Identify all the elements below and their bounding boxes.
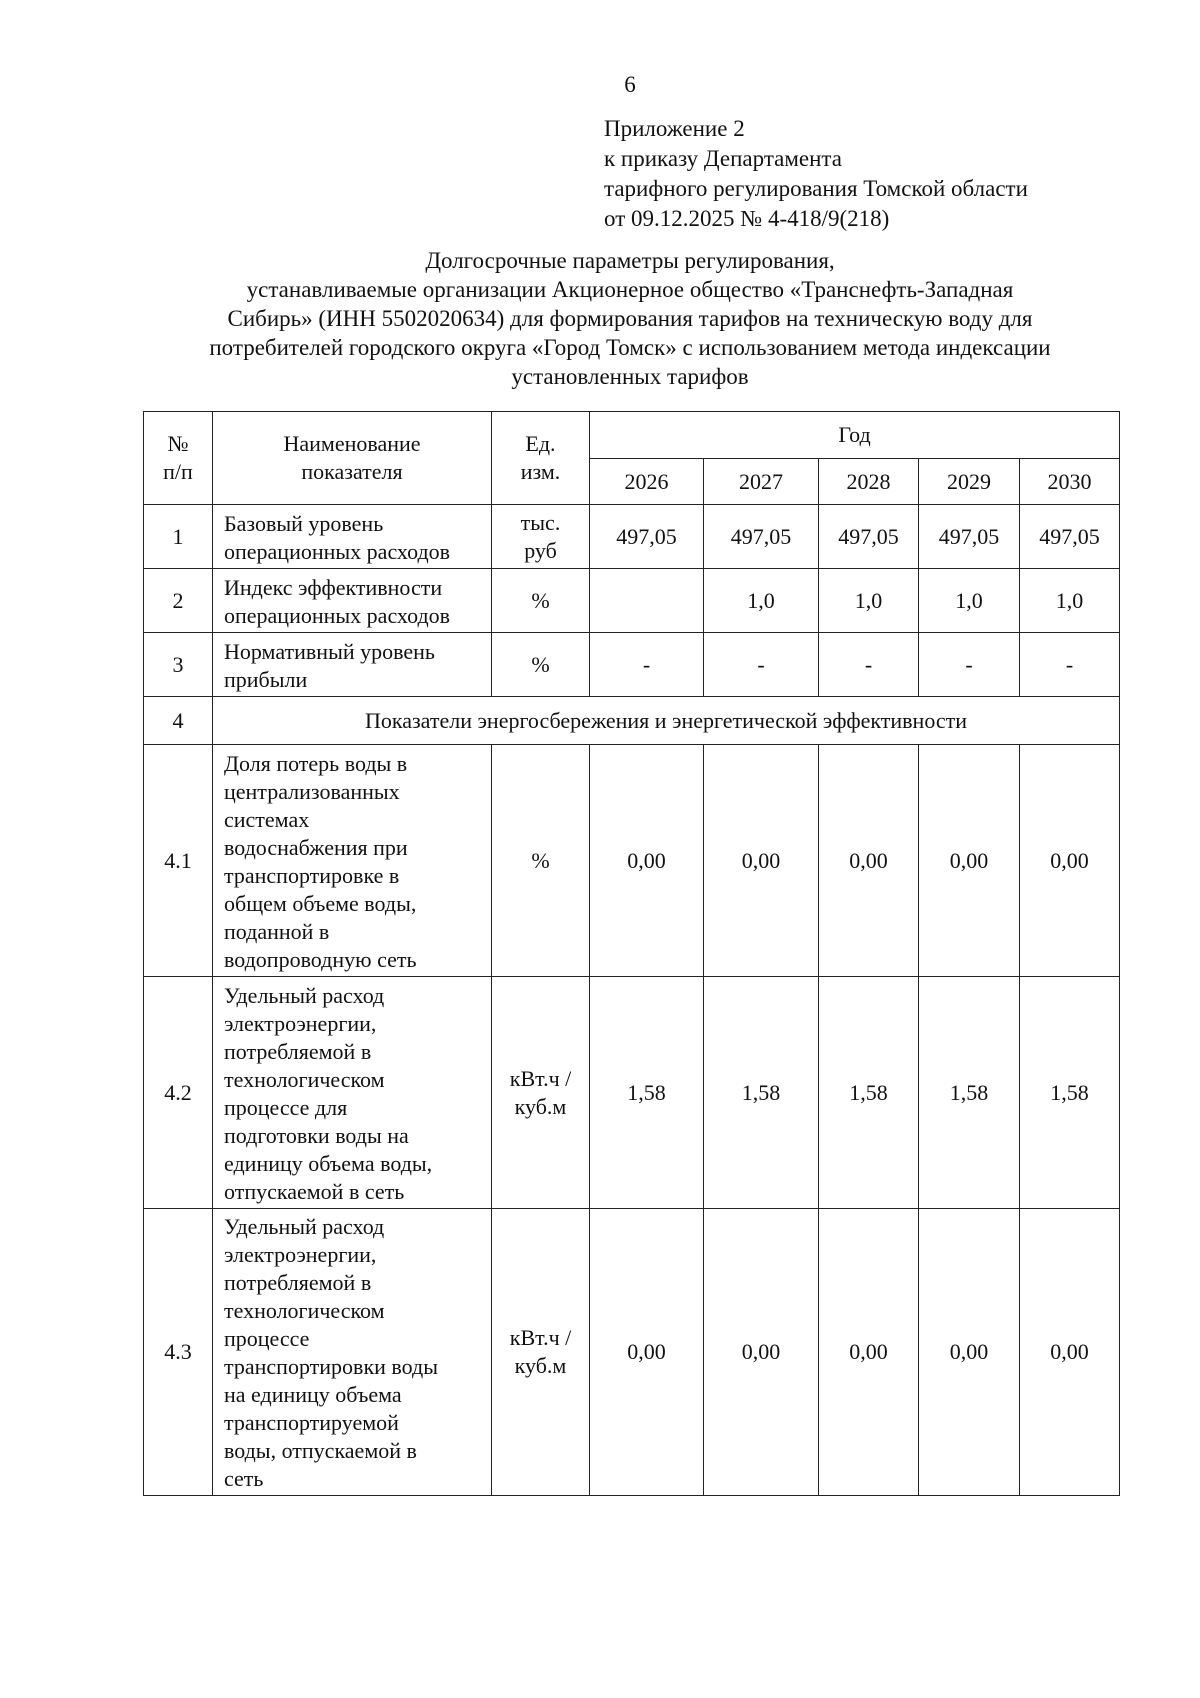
row-value-2028: 1,58 (819, 977, 919, 1209)
header-year-2027: 2027 (704, 459, 819, 505)
row-value-2029: 1,58 (919, 977, 1020, 1209)
header-unit-line-2: изм. (520, 459, 561, 484)
row-value-2027: 1,58 (704, 977, 819, 1209)
table-row (144, 569, 1120, 633)
row-name (213, 745, 492, 977)
row-value-2027: 0,00 (704, 1209, 819, 1496)
appendix-line-1: Приложение 2 (604, 116, 745, 141)
row-value-2028: 0,00 (819, 745, 919, 977)
row-unit-line: кВт.ч / (509, 1325, 572, 1350)
row-unit: % (492, 745, 590, 977)
appendix-line-4: от 09.12.2025 № 4-418/9(218) (604, 206, 890, 231)
row-unit-line: руб (524, 537, 557, 563)
row-name-line: на единицу объема (224, 1382, 402, 1407)
row-value-2029: 497,05 (919, 505, 1020, 569)
row-name-line: потребляемой в (224, 1270, 372, 1295)
row-value-2030: 1,58 (1020, 977, 1120, 1209)
appendix-line-2: к приказу Департамента (604, 146, 842, 171)
header-unit-cell (492, 412, 590, 505)
appendix-line-3: тарифного регулирования Томской области (604, 176, 1028, 201)
header-name-line-2: показателя (301, 459, 403, 484)
row-name-line: Доля потерь воды в (224, 750, 408, 776)
row-value-2027: 1,0 (704, 569, 819, 633)
row-value-2030: 0,00 (1020, 745, 1120, 977)
row-value-2030: - (1020, 633, 1120, 697)
row-unit: % (492, 633, 590, 697)
row-value-2026: 0,00 (590, 745, 704, 977)
row-name-line: отпускаемой в сеть (224, 1178, 405, 1204)
table-row (144, 745, 1120, 977)
row-value-2027: 497,05 (704, 505, 819, 569)
row-value-2029: 0,00 (919, 745, 1020, 977)
row-value-2030: 497,05 (1020, 505, 1120, 569)
row-value-2026: 497,05 (590, 505, 704, 569)
header-row-1 (144, 412, 1120, 459)
title-line-3: Сибирь» (ИНН 5502020634) для формирования тарифов на техническую воду для (227, 306, 1033, 331)
row-value-2029: 0,00 (919, 1209, 1020, 1496)
row-name-line: Удельный расход (224, 982, 385, 1008)
row-value-2026: 1,58 (590, 977, 704, 1209)
row-name-line: операционных расходов (224, 602, 451, 628)
section-row (144, 697, 1120, 745)
row-value-2030: 0,00 (1020, 1209, 1120, 1496)
document-title (130, 246, 1130, 391)
row-value-2029: 1,0 (919, 569, 1020, 633)
row-value-2029: - (919, 633, 1020, 697)
row-name-line: Удельный расход (224, 1214, 385, 1239)
row-unit (492, 977, 590, 1209)
row-name-line: технологическом (224, 1066, 385, 1092)
row-name-line: сеть (224, 1466, 264, 1491)
row-value-2027: - (704, 633, 819, 697)
row-unit-line: кВт.ч / (509, 1065, 572, 1091)
table-row (144, 505, 1120, 569)
row-name (213, 977, 492, 1209)
row-name-line: системах (224, 806, 310, 832)
header-year-group: Год (590, 412, 1120, 459)
row-value-2026 (590, 569, 704, 633)
row-name-line: Индекс эффективности (224, 574, 443, 600)
title-line-4: потребителей городского округа «Город Томск» с использованием метода индексации (209, 335, 1051, 360)
row-name-line: воды, отпускаемой в (224, 1438, 417, 1463)
row-value-2027: 0,00 (704, 745, 819, 977)
row-name-line: поданной в (224, 918, 330, 944)
header-unit-line-1: Ед. (525, 431, 556, 456)
row-unit-line: куб.м (514, 1093, 567, 1119)
row-name (213, 633, 492, 697)
row-unit-line: тыс. (520, 509, 561, 535)
row-name-line: процессе для (224, 1094, 348, 1120)
header-number-line-2: п/п (163, 459, 193, 484)
row-name-line: Базовый уровень (224, 510, 384, 536)
header-year-2030: 2030 (1020, 459, 1120, 505)
row-name-line: электроэнергии, (224, 1242, 377, 1267)
row-name-line: транспортировки воды (224, 1354, 438, 1379)
header-year-2029: 2029 (919, 459, 1020, 505)
title-line-1: Долгосрочные параметры регулирования, (425, 248, 835, 273)
row-number: 4.2 (144, 977, 213, 1209)
row-name (213, 505, 492, 569)
row-name-line: транспортируемой (224, 1410, 399, 1435)
row-name-line: транспортировке в (224, 862, 400, 888)
row-value-2028: 0,00 (819, 1209, 919, 1496)
header-number-line-1: № (167, 431, 189, 456)
row-name-line: электроэнергии, (224, 1010, 377, 1036)
row-name-line: водоснабжения при (224, 834, 408, 860)
parameters-table (143, 411, 1120, 1496)
row-value-2028: 1,0 (819, 569, 919, 633)
title-line-5: установленных тарифов (511, 364, 749, 389)
row-value-2026: 0,00 (590, 1209, 704, 1496)
row-name-line: единицу объема воды, (224, 1150, 433, 1176)
table-row (144, 633, 1120, 697)
row-name-line: Нормативный уровень (224, 638, 435, 664)
row-name-line: технологическом (224, 1298, 385, 1323)
row-unit-line: куб.м (514, 1353, 567, 1378)
appendix-header (604, 114, 1028, 234)
page-number: 6 (624, 72, 636, 97)
row-name-line: общем объеме воды, (224, 890, 417, 916)
row-value-2026: - (590, 633, 704, 697)
row-number: 2 (144, 569, 213, 633)
row-name-line: подготовки воды на (224, 1122, 409, 1148)
section-label: Показатели энергосбережения и энергетической эффективности (213, 697, 1120, 745)
header-name-line-1: Наименование (283, 431, 421, 456)
section-number: 4 (144, 697, 213, 745)
row-name-line: процессе (224, 1326, 310, 1351)
row-value-2028: 497,05 (819, 505, 919, 569)
row-name-line: прибыли (224, 666, 308, 692)
row-name-line: централизованных (224, 778, 400, 804)
row-unit (492, 505, 590, 569)
row-value-2028: - (819, 633, 919, 697)
table-row (144, 977, 1120, 1209)
row-value-2030: 1,0 (1020, 569, 1120, 633)
header-name-cell (213, 412, 492, 505)
row-name-line: операционных расходов (224, 538, 451, 564)
row-number: 4.3 (144, 1209, 213, 1496)
row-name (213, 1209, 492, 1496)
title-line-2: устанавливаемые организации Акционерное общество «Транснефть-Западная (246, 277, 1014, 302)
header-number-cell (144, 412, 213, 505)
row-name-line: потребляемой в (224, 1038, 372, 1064)
header-year-2028: 2028 (819, 459, 919, 505)
row-number: 4.1 (144, 745, 213, 977)
row-unit (492, 1209, 590, 1496)
row-number: 1 (144, 505, 213, 569)
table-row (144, 1209, 1120, 1496)
row-number: 3 (144, 633, 213, 697)
header-year-2026: 2026 (590, 459, 704, 505)
row-name (213, 569, 492, 633)
row-unit: % (492, 569, 590, 633)
row-name-line: водопроводную сеть (224, 946, 417, 972)
